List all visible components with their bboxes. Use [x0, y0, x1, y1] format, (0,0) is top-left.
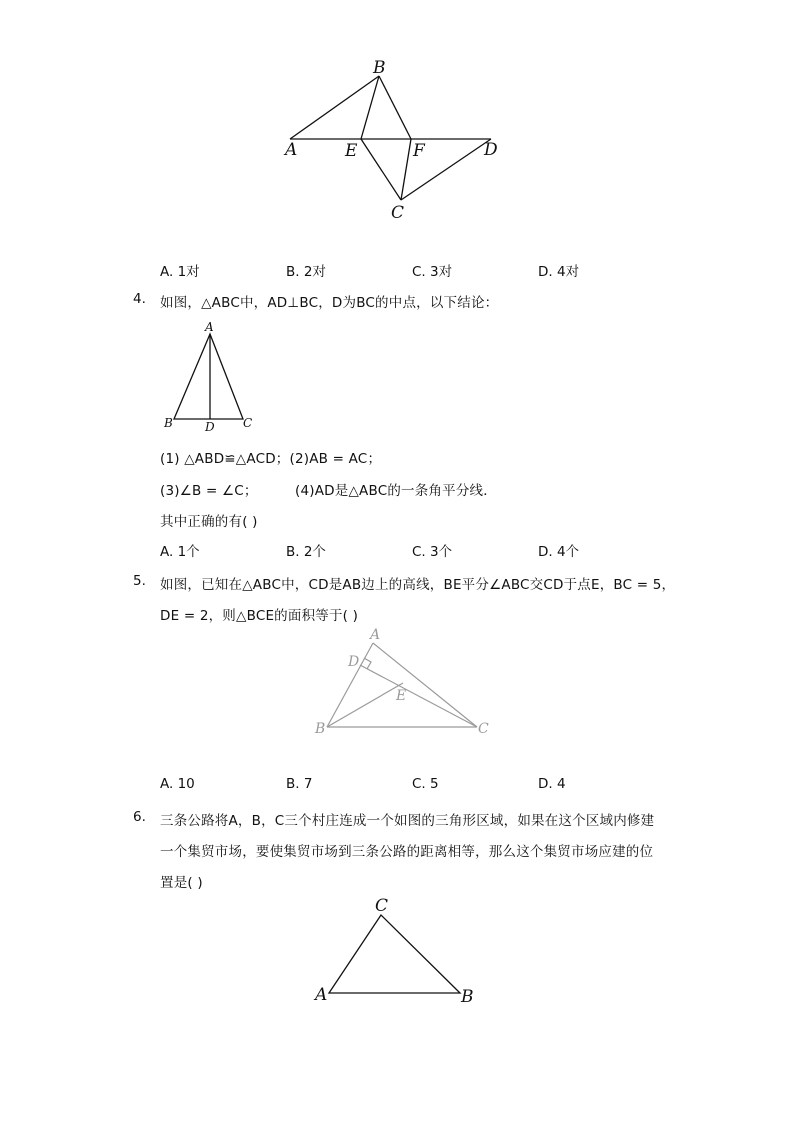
- q4-option-a[interactable]: A. 1个: [160, 544, 200, 560]
- q5-stem-line1: 如图，已知在△ABC中，CD是AB边上的高线，BE平分∠ABC交CD于点E，BC = 5，: [160, 577, 676, 593]
- q5-option-d[interactable]: D. 4: [538, 776, 566, 792]
- segment-AC: [373, 643, 477, 727]
- label-B: B: [315, 721, 326, 737]
- label-B: B: [164, 416, 173, 430]
- label-E: E: [345, 141, 358, 161]
- q6-stem-line1: 三条公路将A，B，C三个村庄连成一个如图的三角形区域，如果在这个区域内修建: [160, 813, 655, 829]
- segment-CD: [360, 665, 477, 727]
- q3-option-a[interactable]: A. 1对: [160, 264, 200, 280]
- label-A: A: [205, 320, 214, 334]
- q3-figure: [270, 50, 520, 230]
- segment-BF: [379, 76, 411, 139]
- label-A: A: [285, 140, 298, 160]
- q5-option-a[interactable]: A. 10: [160, 776, 195, 792]
- label-F: F: [413, 141, 425, 161]
- q6-stem-line2: 一个集贸市场，要使集贸市场到三条公路的距离相等，那么这个集贸市场应建的位: [160, 844, 654, 860]
- label-B: B: [461, 987, 474, 1007]
- label-D: D: [348, 654, 360, 670]
- label-E: E: [396, 688, 407, 704]
- q4-figure: [155, 318, 265, 438]
- q5-option-b[interactable]: B. 7: [286, 776, 313, 792]
- segment-FC: [401, 139, 411, 200]
- q4-option-c[interactable]: C. 3个: [412, 544, 453, 560]
- q4-ask: 其中正确的有( ): [160, 514, 258, 530]
- q4-conclusion-4: (4)AD是△ABC的一条角平分线．: [295, 483, 497, 499]
- q5-stem-line2: DE = 2，则△BCE的面积等于( ): [160, 608, 359, 624]
- label-A: A: [315, 985, 328, 1005]
- q4-conclusion-3: (3)∠B = ∠C；: [160, 483, 258, 499]
- q3-option-b[interactable]: B. 2对: [286, 264, 326, 280]
- segment-EC: [361, 139, 401, 200]
- triangle-ABC: [329, 915, 460, 993]
- label-C: C: [391, 203, 405, 223]
- label-D: D: [484, 140, 498, 160]
- q3-option-c[interactable]: C. 3对: [412, 264, 453, 280]
- segment-AB: [290, 76, 379, 139]
- q4-option-d[interactable]: D. 4个: [538, 544, 580, 560]
- label-D: D: [205, 420, 215, 434]
- q6-figure: [305, 895, 490, 1015]
- label-A: A: [370, 627, 381, 643]
- label-C: C: [375, 896, 389, 916]
- q4-option-b[interactable]: B. 2个: [286, 544, 326, 560]
- triangle-ABC: [174, 334, 243, 419]
- q3-option-d[interactable]: D. 4对: [538, 264, 580, 280]
- segment-BE: [361, 76, 379, 139]
- q6-number: 6.: [133, 809, 146, 825]
- label-C: C: [478, 721, 489, 737]
- q4-stem: 如图，△ABC中，AD⊥BC，D为BC的中点，以下结论：: [160, 295, 499, 311]
- q5-option-c[interactable]: C. 5: [412, 776, 439, 792]
- q5-figure: [305, 620, 505, 745]
- label-C: C: [243, 416, 253, 430]
- label-B: B: [373, 58, 386, 78]
- q5-number: 5.: [133, 573, 146, 589]
- q4-conclusion-line1: (1) △ABD≌△ACD；(2)AB = AC；: [160, 451, 382, 467]
- q6-stem-line3: 置是( ): [160, 875, 203, 891]
- q4-number: 4.: [133, 291, 146, 307]
